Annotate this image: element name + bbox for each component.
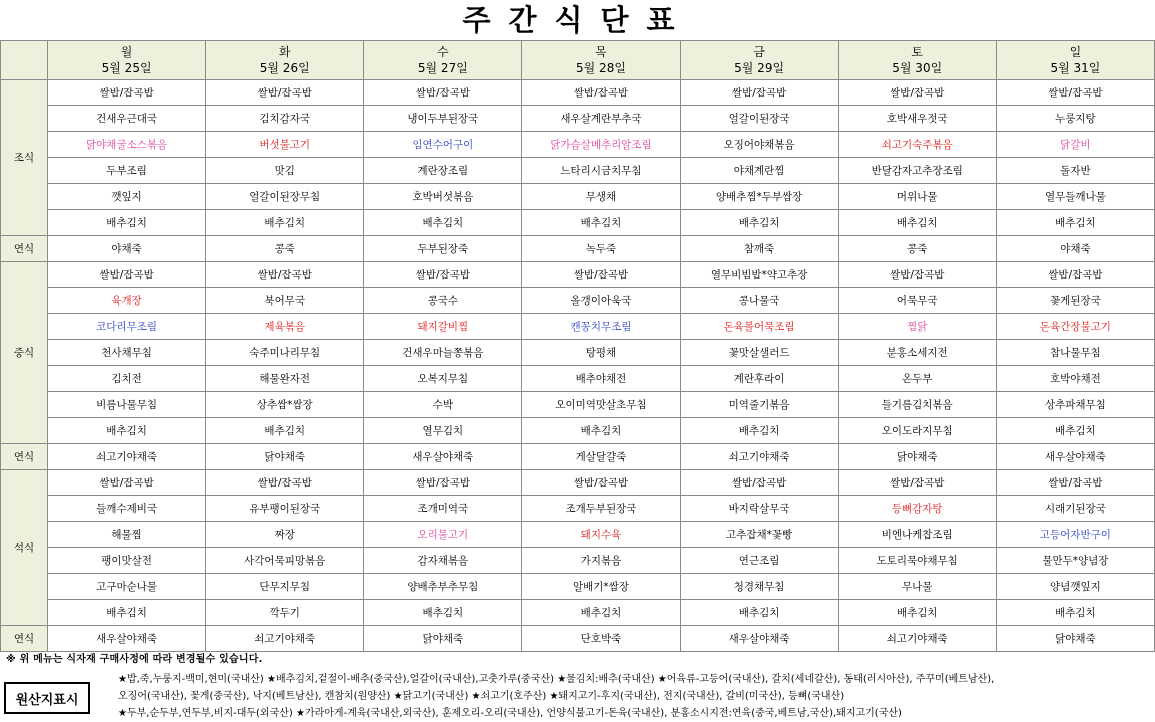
menu-item: 배추김치 xyxy=(206,210,364,236)
menu-item: 꽃게된장국 xyxy=(996,288,1154,314)
menu-item: 무생채 xyxy=(522,184,680,210)
menu-row xyxy=(1,106,1155,132)
menu-item: 청경채무침 xyxy=(680,574,838,600)
menu-row xyxy=(1,392,1155,418)
day-header-fri: 금 5월 29일 xyxy=(680,41,838,80)
menu-row xyxy=(1,470,1155,496)
menu-item: 쌀밥/잡곡밥 xyxy=(838,80,996,106)
menu-item: 깻잎지 xyxy=(48,184,206,210)
menu-item: 느타리시금치무침 xyxy=(522,158,680,184)
menu-item: 온두부 xyxy=(838,366,996,392)
menu-item: 배추김치 xyxy=(996,418,1154,444)
origin-label-box: 원산지표시 xyxy=(4,682,90,714)
menu-item: 배추김치 xyxy=(522,418,680,444)
menu-item: 배추김치 xyxy=(680,600,838,626)
menu-item: 맛김 xyxy=(206,158,364,184)
menu-row xyxy=(1,574,1155,600)
menu-item: 닭야채죽 xyxy=(364,626,522,652)
menu-item: 쌀밥/잡곡밥 xyxy=(996,262,1154,288)
menu-item: 배추김치 xyxy=(48,600,206,626)
menu-item: 호박새우젓국 xyxy=(838,106,996,132)
menu-item: 콩국수 xyxy=(364,288,522,314)
menu-row xyxy=(1,288,1155,314)
menu-item: 쌀밥/잡곡밥 xyxy=(206,470,364,496)
menu-item: 계란장조림 xyxy=(364,158,522,184)
meal-label: 중식 xyxy=(1,262,48,444)
day-header-tue: 화 5월 26일 xyxy=(206,41,364,80)
menu-item: 배추김치 xyxy=(996,210,1154,236)
menu-item: 새우살야채죽 xyxy=(996,444,1154,470)
menu-item: 탕평채 xyxy=(522,340,680,366)
menu-item: 두부조림 xyxy=(48,158,206,184)
menu-item: 도토리묵야채무침 xyxy=(838,548,996,574)
menu-item: 쌀밥/잡곡밥 xyxy=(680,80,838,106)
menu-item: 돈육볼어묵조림 xyxy=(680,314,838,340)
menu-item: 쌀밥/잡곡밥 xyxy=(48,470,206,496)
menu-item: 쌀밥/잡곡밥 xyxy=(48,262,206,288)
menu-item: 쌀밥/잡곡밥 xyxy=(522,470,680,496)
menu-item: 돈육간장불고기 xyxy=(996,314,1154,340)
day-header-mon: 월 5월 25일 xyxy=(48,41,206,80)
menu-row xyxy=(1,132,1155,158)
menu-item: 게살달걀죽 xyxy=(522,444,680,470)
menu-item: 배추김치 xyxy=(838,600,996,626)
menu-item: 열무들깨나물 xyxy=(996,184,1154,210)
menu-item: 팽이맛살전 xyxy=(48,548,206,574)
menu-item: 두부된장죽 xyxy=(364,236,522,262)
menu-item: 배추김치 xyxy=(838,210,996,236)
menu-item: 콩죽 xyxy=(838,236,996,262)
menu-item: 쌀밥/잡곡밥 xyxy=(838,470,996,496)
menu-row xyxy=(1,496,1155,522)
menu-item: 김치전 xyxy=(48,366,206,392)
menu-item: 건새우마늘쫑볶음 xyxy=(364,340,522,366)
menu-item: 감자채볶음 xyxy=(364,548,522,574)
origin-line: ★두부,순두부,연두부,비지-대두(외국산) ★가라아게-계육(국내산,외국산), 훈제오리-오리(국내산), 언양식불고기-돈육(국내산), 분홍소시지전:연육(중국,베트남,국산),돼지고기(국산) xyxy=(118,708,902,719)
menu-item: 쇠고기야채죽 xyxy=(48,444,206,470)
menu-item: 새우살야채죽 xyxy=(364,444,522,470)
menu-row xyxy=(1,600,1155,626)
menu-item: 무나물 xyxy=(838,574,996,600)
menu-item: 코다리무조림 xyxy=(48,314,206,340)
menu-item: 돼지갈비찜 xyxy=(364,314,522,340)
origin-line: ★밥,죽,누룽지-백미,현미(국내산) ★배추김치,겉절이-배추(중국산),얼갈이(국내산),고춧가루(중국산) ★물김치:배추(국내산) ★어육류-고등어(국내산), 갈치(세네갈산), 동태(러시아산), 주꾸미(베트남산), xyxy=(118,674,995,685)
menu-item: 알배기*쌈장 xyxy=(522,574,680,600)
menu-item: 버섯불고기 xyxy=(206,132,364,158)
menu-row xyxy=(1,184,1155,210)
header-corner xyxy=(1,41,48,80)
menu-item: 참나물무침 xyxy=(996,340,1154,366)
menu-item: 얼갈이된장국 xyxy=(680,106,838,132)
menu-item: 야채죽 xyxy=(48,236,206,262)
menu-item: 비엔나케찹조림 xyxy=(838,522,996,548)
menu-item: 배추김치 xyxy=(364,600,522,626)
menu-item: 들기름김치볶음 xyxy=(838,392,996,418)
menu-item: 들깨수제비국 xyxy=(48,496,206,522)
menu-item: 쌀밥/잡곡밥 xyxy=(364,470,522,496)
menu-item: 돌자반 xyxy=(996,158,1154,184)
menu-item: 참깨죽 xyxy=(680,236,838,262)
menu-row xyxy=(1,340,1155,366)
menu-item: 돼지수육 xyxy=(522,522,680,548)
menu-item: 상추파채무침 xyxy=(996,392,1154,418)
menu-row xyxy=(1,80,1155,106)
menu-item: 녹두죽 xyxy=(522,236,680,262)
menu-item: 배추김치 xyxy=(206,418,364,444)
menu-item: 꽃맛살샐러드 xyxy=(680,340,838,366)
menu-item: 배추김치 xyxy=(680,210,838,236)
menu-item: 북어무국 xyxy=(206,288,364,314)
menu-item: 배추김치 xyxy=(680,418,838,444)
page-title: 주간식단표 xyxy=(462,3,693,37)
menu-item: 제육볶음 xyxy=(206,314,364,340)
menu-item: 비름나물무침 xyxy=(48,392,206,418)
menu-item: 고등어자반구이 xyxy=(996,522,1154,548)
menu-item: 분홍소세지전 xyxy=(838,340,996,366)
menu-item: 닭야채죽 xyxy=(206,444,364,470)
menu-item: 배추김치 xyxy=(48,210,206,236)
menu-item: 머위나물 xyxy=(838,184,996,210)
menu-item: 고추잡채*꽃빵 xyxy=(680,522,838,548)
menu-item: 호박버섯볶음 xyxy=(364,184,522,210)
meal-label: 석식 xyxy=(1,470,48,626)
menu-item: 임연수어구이 xyxy=(364,132,522,158)
menu-item: 단무지무침 xyxy=(206,574,364,600)
menu-item: 쌀밥/잡곡밥 xyxy=(364,262,522,288)
menu-item: 야채죽 xyxy=(996,236,1154,262)
menu-item: 쌀밥/잡곡밥 xyxy=(206,80,364,106)
menu-item: 숙주미나리무침 xyxy=(206,340,364,366)
menu-item: 얼갈이된장무침 xyxy=(206,184,364,210)
menu-item: 배추야채전 xyxy=(522,366,680,392)
menu-item: 닭야채죽 xyxy=(996,626,1154,652)
menu-item: 쌀밥/잡곡밥 xyxy=(996,80,1154,106)
menu-row xyxy=(1,210,1155,236)
menu-item: 새우살계란부추국 xyxy=(522,106,680,132)
menu-item: 새우살야채죽 xyxy=(680,626,838,652)
menu-item: 닭야채죽 xyxy=(838,444,996,470)
menu-item: 쌀밥/잡곡밥 xyxy=(206,262,364,288)
menu-item: 닭가슴살메추리알조림 xyxy=(522,132,680,158)
menu-row xyxy=(1,366,1155,392)
menu-item: 호박야채전 xyxy=(996,366,1154,392)
meal-label: 연식 xyxy=(1,236,48,262)
menu-item: 깍두기 xyxy=(206,600,364,626)
menu-item: 해물찜 xyxy=(48,522,206,548)
menu-item: 콩나물국 xyxy=(680,288,838,314)
menu-item: 쌀밥/잡곡밥 xyxy=(996,470,1154,496)
day-header-sat: 토 5월 30일 xyxy=(838,41,996,80)
day-header-row xyxy=(1,41,1155,80)
menu-item: 가지볶음 xyxy=(522,548,680,574)
menu-item: 쌀밥/잡곡밥 xyxy=(522,262,680,288)
menu-item: 유부팽이된장국 xyxy=(206,496,364,522)
menu-item: 새우살야채죽 xyxy=(48,626,206,652)
menu-item: 천사채무침 xyxy=(48,340,206,366)
menu-item: 닭갈비 xyxy=(996,132,1154,158)
menu-item: 콩죽 xyxy=(206,236,364,262)
menu-item: 어묵무국 xyxy=(838,288,996,314)
menu-item: 육개장 xyxy=(48,288,206,314)
menu-item: 양념깻잎지 xyxy=(996,574,1154,600)
menu-item: 쌀밥/잡곡밥 xyxy=(680,470,838,496)
menu-item: 바지락살무국 xyxy=(680,496,838,522)
meal-label: 조식 xyxy=(1,80,48,236)
menu-item: 쇠고기야채죽 xyxy=(838,626,996,652)
menu-item: 사각어묵피망볶음 xyxy=(206,548,364,574)
menu-item: 캔꽁치무조림 xyxy=(522,314,680,340)
menu-item: 연근조림 xyxy=(680,548,838,574)
menu-row xyxy=(1,314,1155,340)
menu-item: 쇠고기야채죽 xyxy=(680,444,838,470)
menu-item: 쌀밥/잡곡밥 xyxy=(838,262,996,288)
menu-item: 쌀밥/잡곡밥 xyxy=(522,80,680,106)
menu-item: 냉이두부된장국 xyxy=(364,106,522,132)
day-header-thu: 목 5월 28일 xyxy=(522,41,680,80)
menu-item: 배추김치 xyxy=(48,418,206,444)
menu-item: 미역줄기볶음 xyxy=(680,392,838,418)
day-header-wed: 수 5월 27일 xyxy=(364,41,522,80)
meal-label: 연식 xyxy=(1,444,48,470)
menu-item: 해물완자전 xyxy=(206,366,364,392)
menu-row xyxy=(1,522,1155,548)
menu-row xyxy=(1,444,1155,470)
menu-item: 수박 xyxy=(364,392,522,418)
menu-item: 상추쌈*쌈장 xyxy=(206,392,364,418)
menu-item: 누룽지탕 xyxy=(996,106,1154,132)
menu-item: 쇠고기숙주볶음 xyxy=(838,132,996,158)
origin-info xyxy=(118,671,1148,722)
menu-body xyxy=(1,80,1155,652)
menu-item: 배추김치 xyxy=(522,600,680,626)
menu-item: 계란후라이 xyxy=(680,366,838,392)
menu-item: 배추김치 xyxy=(522,210,680,236)
menu-item: 반달감자고추장조림 xyxy=(838,158,996,184)
menu-row xyxy=(1,236,1155,262)
menu-row xyxy=(1,158,1155,184)
menu-item: 쌀밥/잡곡밥 xyxy=(48,80,206,106)
menu-item: 조개두부된장국 xyxy=(522,496,680,522)
menu-item: 김치감자국 xyxy=(206,106,364,132)
menu-row xyxy=(1,548,1155,574)
menu-item: 오이미역맛살초무침 xyxy=(522,392,680,418)
menu-item: 짜장 xyxy=(206,522,364,548)
menu-item: 건새우근대국 xyxy=(48,106,206,132)
weekly-menu-table xyxy=(0,40,1155,652)
menu-item: 올갱이아욱국 xyxy=(522,288,680,314)
menu-item: 배추김치 xyxy=(364,210,522,236)
menu-item: 오이도라지무침 xyxy=(838,418,996,444)
origin-line: 오징어(국내산), 꽃게(중국산), 낙지(베트남산), 캔참치(원양산) ★닭고기(국내산) ★쇠고기(호주산) ★돼지고기-후지(국내산), 전지(국내산), 갈비(미국산), 등뼈(국내산) xyxy=(118,691,845,702)
menu-item: 시래기된장국 xyxy=(996,496,1154,522)
menu-row xyxy=(1,626,1155,652)
menu-item: 오징어야채볶음 xyxy=(680,132,838,158)
menu-item: 단호박죽 xyxy=(522,626,680,652)
menu-item: 열무비빔밥*약고추장 xyxy=(680,262,838,288)
menu-item: 양배추부추무침 xyxy=(364,574,522,600)
menu-item: 고구마순나물 xyxy=(48,574,206,600)
menu-item: 야채계란찜 xyxy=(680,158,838,184)
menu-item: 등뼈감자탕 xyxy=(838,496,996,522)
day-header-sun: 일 5월 31일 xyxy=(996,41,1154,80)
meal-label: 연식 xyxy=(1,626,48,652)
menu-item: 물만두*양념장 xyxy=(996,548,1154,574)
change-notice: ※ 위 메뉴는 식자재 구매사정에 따라 변경될수 있습니다. xyxy=(6,654,263,665)
menu-item: 배추김치 xyxy=(996,600,1154,626)
menu-item: 오리불고기 xyxy=(364,522,522,548)
menu-item: 찜닭 xyxy=(838,314,996,340)
menu-item: 조개미역국 xyxy=(364,496,522,522)
menu-item: 쌀밥/잡곡밥 xyxy=(364,80,522,106)
menu-item: 열무김치 xyxy=(364,418,522,444)
menu-item: 닭야채굴소스볶음 xyxy=(48,132,206,158)
menu-item: 양배추찜*두부쌈장 xyxy=(680,184,838,210)
menu-row xyxy=(1,262,1155,288)
menu-row xyxy=(1,418,1155,444)
menu-item: 쇠고기야채죽 xyxy=(206,626,364,652)
menu-item: 오복지무침 xyxy=(364,366,522,392)
